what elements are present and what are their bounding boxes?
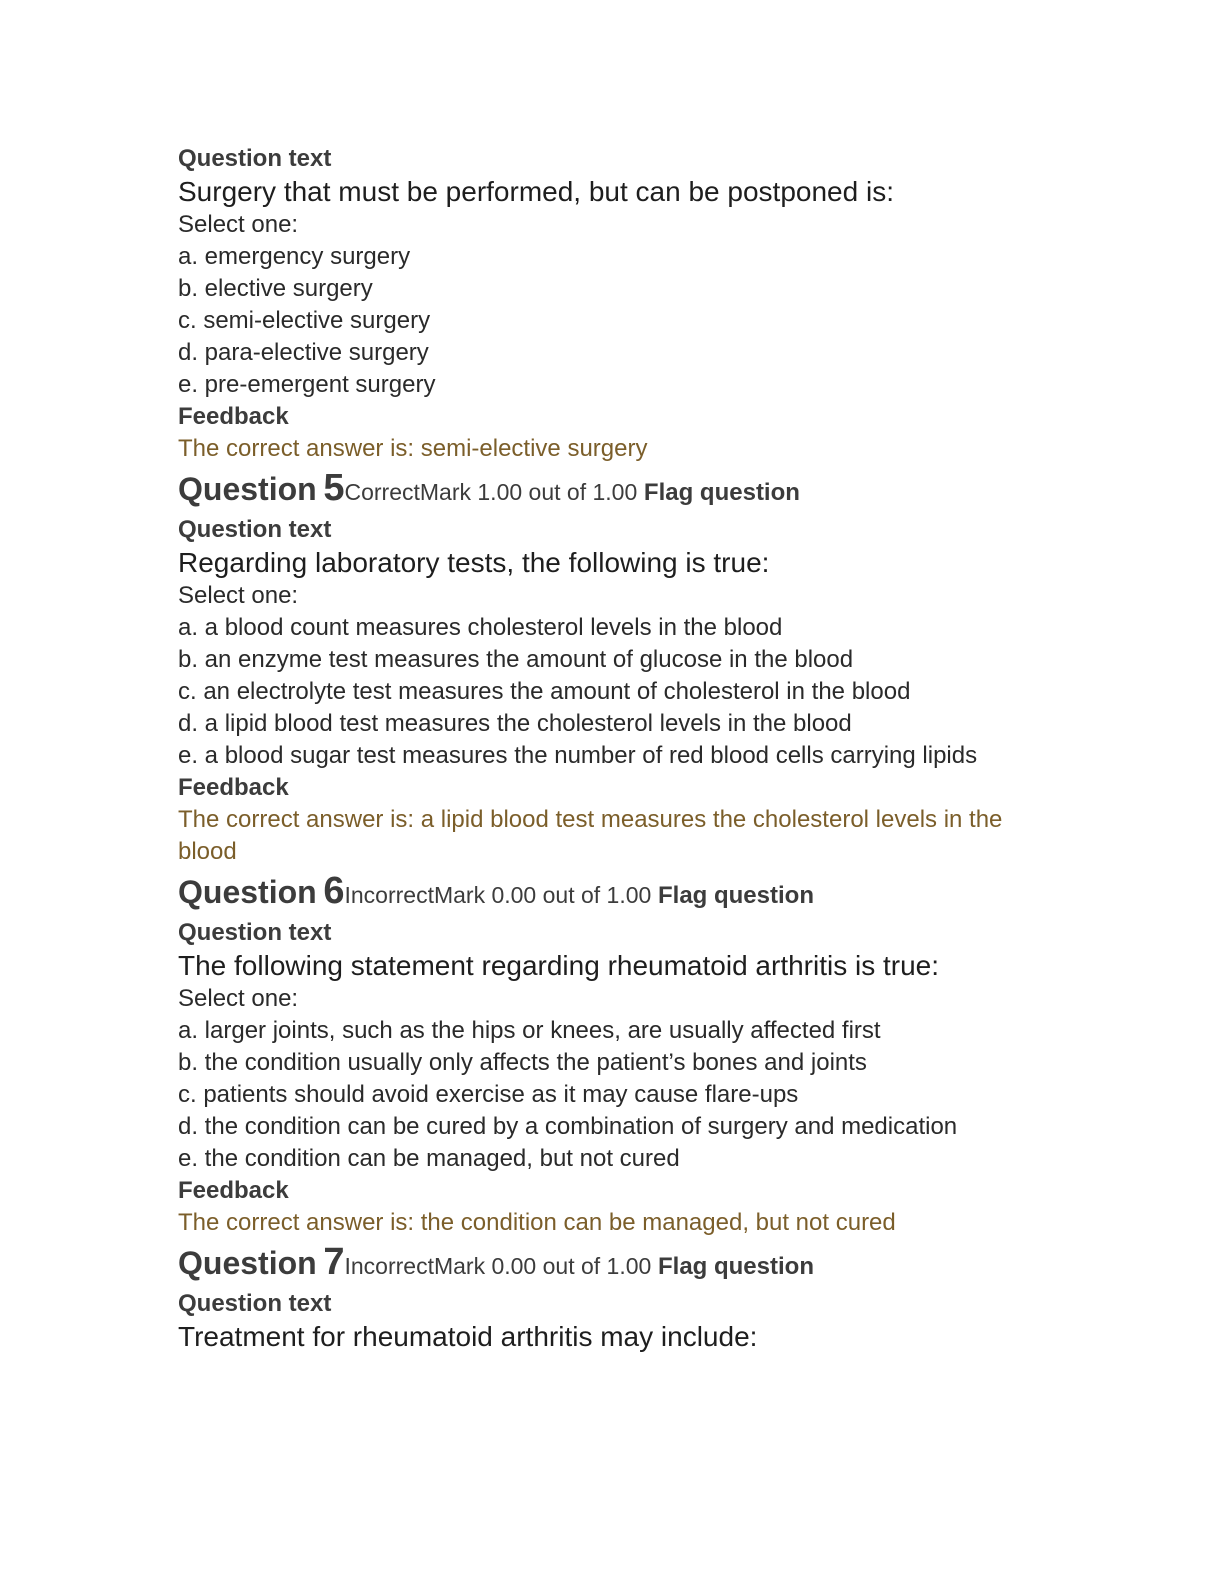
- question-7: [178, 1241, 1058, 1354]
- option-b: b. the condition usually only affects the patient’s bones and joints: [178, 1049, 867, 1076]
- question-6: [178, 870, 1058, 1239]
- flag-question-link[interactable]: Flag question: [657, 1253, 814, 1280]
- select-one-label: Select one:: [178, 211, 299, 238]
- select-one-label: Select one:: [178, 985, 299, 1012]
- question-prompt: Regarding laboratory tests, the following is true:: [178, 547, 770, 578]
- question-number: 5: [323, 467, 345, 509]
- question-word: Question: [178, 874, 317, 910]
- question-4: [178, 143, 1058, 465]
- question-prompt: Surgery that must be performed, but can be postponed is:: [178, 176, 894, 207]
- correct-answer: The correct answer is: a lipid blood test measures the cholesterol levels in the blood: [178, 806, 1003, 865]
- option-d: d. the condition can be cured by a combination of surgery and medication: [178, 1113, 958, 1140]
- flag-question-link[interactable]: Flag question: [657, 882, 814, 909]
- option-b: b. elective surgery: [178, 275, 373, 302]
- question-word: Question: [178, 1245, 317, 1281]
- feedback-label: Feedback: [178, 1177, 289, 1204]
- option-a: a. a blood count measures cholesterol levels in the blood: [178, 614, 783, 641]
- question-text-label: Question text: [178, 1290, 332, 1317]
- question-status: IncorrectMark 0.00 out of 1.00: [344, 1253, 652, 1279]
- option-e: e. the condition can be managed, but not cured: [178, 1145, 680, 1172]
- question-header: [178, 1241, 1058, 1288]
- option-e: e. a blood sugar test measures the number of red blood cells carrying lipids: [178, 742, 978, 769]
- flag-question-link[interactable]: Flag question: [643, 479, 800, 506]
- question-status: IncorrectMark 0.00 out of 1.00: [344, 882, 652, 908]
- option-d: d. para-elective surgery: [178, 339, 429, 366]
- question-prompt: The following statement regarding rheumatoid arthritis is true:: [178, 950, 940, 981]
- option-d: d. a lipid blood test measures the cholesterol levels in the blood: [178, 710, 852, 737]
- question-5: [178, 467, 1058, 868]
- option-c: c. an electrolyte test measures the amount of cholesterol in the blood: [178, 678, 911, 705]
- question-number: 7: [323, 1241, 345, 1283]
- question-header: [178, 467, 1058, 514]
- correct-answer: The correct answer is: the condition can be managed, but not cured: [178, 1209, 896, 1236]
- question-status: CorrectMark 1.00 out of 1.00: [344, 479, 638, 505]
- question-word: Question: [178, 471, 317, 507]
- option-a: a. larger joints, such as the hips or knees, are usually affected first: [178, 1017, 881, 1044]
- option-e: e. pre-emergent surgery: [178, 371, 436, 398]
- question-text-label: Question text: [178, 516, 332, 543]
- correct-answer: The correct answer is: semi-elective surgery: [178, 435, 648, 462]
- select-one-label: Select one:: [178, 582, 299, 609]
- feedback-label: Feedback: [178, 774, 289, 801]
- feedback-label: Feedback: [178, 403, 289, 430]
- question-prompt: Treatment for rheumatoid arthritis may include:: [178, 1321, 758, 1352]
- option-c: c. patients should avoid exercise as it may cause flare-ups: [178, 1081, 799, 1108]
- question-header: [178, 870, 1058, 917]
- question-number: 6: [323, 870, 345, 912]
- quiz-content: [178, 143, 1058, 1354]
- question-text-label: Question text: [178, 145, 332, 172]
- option-b: b. an enzyme test measures the amount of glucose in the blood: [178, 646, 854, 673]
- option-c: c. semi-elective surgery: [178, 307, 431, 334]
- option-a: a. emergency surgery: [178, 243, 411, 270]
- question-text-label: Question text: [178, 919, 332, 946]
